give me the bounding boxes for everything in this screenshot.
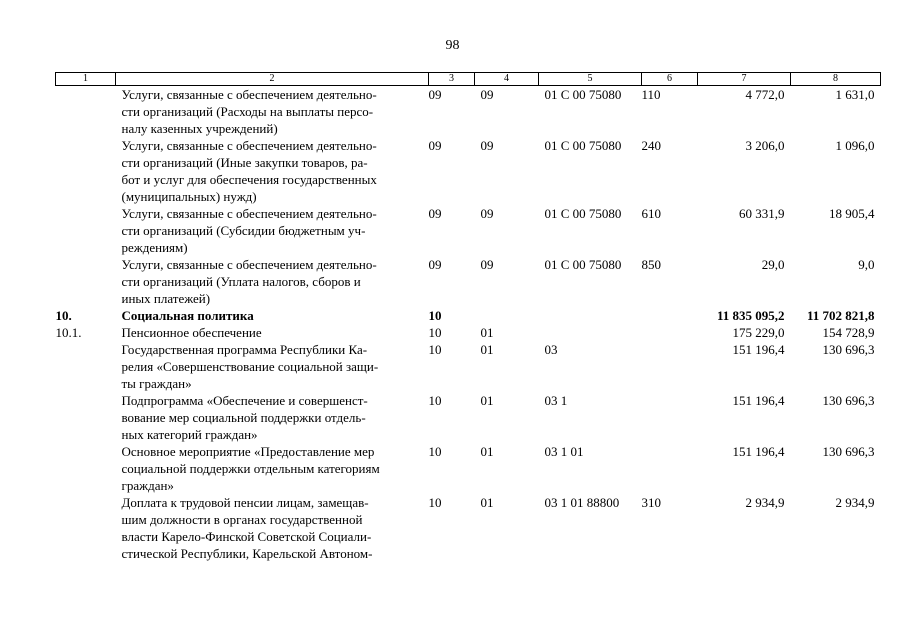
header-cell: 8 <box>791 73 881 86</box>
row-number-cell <box>56 137 116 205</box>
row-description-cell <box>116 86 429 138</box>
row-description-cell <box>116 494 429 562</box>
table-body <box>56 86 881 563</box>
row-number-cell <box>56 494 116 562</box>
section-code-cell: 10 <box>428 342 442 357</box>
table-row <box>56 392 881 443</box>
row-number-cell <box>56 392 116 443</box>
description-line: бот и услуг для обеспечения государственных <box>121 172 377 187</box>
expense-type-cell <box>642 307 698 324</box>
expense-type-cell: 240 <box>641 138 661 153</box>
header-cell: 6 <box>642 73 698 86</box>
expense-type-cell <box>642 341 698 392</box>
row-description-cell <box>116 205 429 256</box>
amount-1-cell: 29,0 <box>761 257 785 272</box>
section-code-cell: 10 <box>428 495 442 510</box>
header-cell: 1 <box>56 73 116 86</box>
row-number-cell: 10. <box>55 308 72 323</box>
description-line: ты граждан» <box>121 376 192 391</box>
row-description-cell <box>116 307 429 324</box>
target-article-cell: 01 С 00 75080 <box>544 257 622 272</box>
target-article-cell <box>539 324 642 341</box>
target-article-cell: 03 1 <box>544 393 568 408</box>
subsection-code-cell: 01 <box>480 342 494 357</box>
row-number-cell <box>56 256 116 307</box>
description-line: стической Республики, Карельской Автоном- <box>121 546 373 561</box>
description-line: шим должности в органах государственной <box>121 512 363 527</box>
target-article-cell: 03 1 01 <box>544 444 584 459</box>
description-line: реждениям) <box>121 240 188 255</box>
table-row <box>56 137 881 205</box>
amount-2-cell: 130 696,3 <box>822 444 875 459</box>
expense-type-cell: 850 <box>641 257 661 272</box>
expense-type-cell <box>642 392 698 443</box>
subsection-code-cell: 01 <box>480 444 494 459</box>
description-line: сти организаций (Субсидии бюджетным уч- <box>121 223 366 238</box>
section-code-cell: 10 <box>428 444 442 459</box>
budget-table <box>55 72 881 562</box>
table-header <box>56 73 881 86</box>
amount-1-cell: 2 934,9 <box>745 495 785 510</box>
row-number-cell: 10.1. <box>55 325 82 340</box>
table-row <box>56 494 881 562</box>
description-line: вование мер социальной поддержки отдель- <box>121 410 366 425</box>
subsection-code-cell: 09 <box>480 138 494 153</box>
row-description-cell <box>116 443 429 494</box>
description-line: Услуги, связанные с обеспечением деятельно- <box>121 257 377 272</box>
expense-type-cell: 110 <box>641 87 661 102</box>
description-line: иных платежей) <box>121 291 211 306</box>
table-row <box>56 256 881 307</box>
subsection-code-cell: 01 <box>480 325 494 340</box>
row-number-cell <box>56 341 116 392</box>
table-row <box>56 205 881 256</box>
amount-2-cell: 11 702 821,8 <box>806 308 875 323</box>
description-line: власти Карело-Финской Советской Социали- <box>121 529 372 544</box>
target-article-cell: 03 1 01 88800 <box>544 495 620 510</box>
page-number: 98 <box>445 38 460 53</box>
expense-type-cell <box>642 324 698 341</box>
target-article-cell: 01 С 00 75080 <box>544 206 622 221</box>
table-row <box>56 341 881 392</box>
expense-type-cell: 310 <box>641 495 661 510</box>
subsection-code-cell: 01 <box>480 495 494 510</box>
header-cell: 4 <box>475 73 539 86</box>
description-line: релия «Совершенствование социальной защи- <box>121 359 379 374</box>
row-number-cell <box>56 205 116 256</box>
amount-1-cell: 4 772,0 <box>745 87 785 102</box>
description-line: сти организаций (Расходы на выплаты персо- <box>121 104 374 119</box>
target-article-cell: 01 С 00 75080 <box>544 138 622 153</box>
row-description-cell <box>116 392 429 443</box>
description-line: Услуги, связанные с обеспечением деятельно- <box>121 206 377 221</box>
description-line: граждан» <box>121 478 174 493</box>
header-cell: 3 <box>429 73 475 86</box>
amount-2-cell: 2 934,9 <box>835 495 875 510</box>
description-line: налу казенных учреждений) <box>121 121 278 136</box>
row-number-cell <box>56 443 116 494</box>
amount-1-cell: 151 196,4 <box>732 393 785 408</box>
description-line: (муниципальных) нужд) <box>121 189 257 204</box>
subsection-code-cell <box>475 307 539 324</box>
amount-2-cell: 130 696,3 <box>822 393 875 408</box>
amount-1-cell: 175 229,0 <box>732 325 785 340</box>
amount-1-cell: 3 206,0 <box>745 138 785 153</box>
amount-2-cell: 18 905,4 <box>829 206 875 221</box>
section-code-cell: 10 <box>428 325 442 340</box>
row-description-cell <box>116 256 429 307</box>
description-line: Доплата к трудовой пенсии лицам, замещав- <box>121 495 369 510</box>
description-line: Подпрограмма «Обеспечение и совершенст- <box>121 393 368 408</box>
amount-1-cell: 151 196,4 <box>732 444 785 459</box>
row-description-cell <box>116 341 429 392</box>
expense-type-cell: 610 <box>641 206 661 221</box>
section-code-cell: 09 <box>428 87 442 102</box>
target-article-cell <box>539 307 642 324</box>
row-description-cell <box>116 137 429 205</box>
header-row <box>56 73 881 86</box>
amount-2-cell: 130 696,3 <box>822 342 875 357</box>
description-line: Услуги, связанные с обеспечением деятельно- <box>121 87 377 102</box>
subsection-code-cell: 09 <box>480 206 494 221</box>
amount-2-cell: 1 631,0 <box>835 87 875 102</box>
description-line: Пенсионное обеспечение <box>121 325 262 340</box>
subsection-code-cell: 01 <box>480 393 494 408</box>
header-cell: 2 <box>116 73 429 86</box>
section-code-cell: 10 <box>428 308 442 323</box>
amount-1-cell: 11 835 095,2 <box>716 308 785 323</box>
amount-2-cell: 9,0 <box>858 257 875 272</box>
row-description-cell <box>116 324 429 341</box>
amount-1-cell: 60 331,9 <box>739 206 785 221</box>
subsection-code-cell: 09 <box>480 257 494 272</box>
target-article-cell: 01 С 00 75080 <box>544 87 622 102</box>
description-line: Социальная политика <box>121 308 254 323</box>
amount-2-cell: 154 728,9 <box>822 325 875 340</box>
table-row <box>56 307 881 324</box>
description-line: социальной поддержки отдельным категориям <box>121 461 380 476</box>
target-article-cell: 03 <box>544 342 558 357</box>
table-row <box>56 443 881 494</box>
amount-1-cell: 151 196,4 <box>732 342 785 357</box>
description-line: Услуги, связанные с обеспечением деятельно- <box>121 138 377 153</box>
section-code-cell: 10 <box>428 393 442 408</box>
table-row <box>56 86 881 138</box>
description-line: Основное мероприятие «Предоставление мер <box>121 444 375 459</box>
header-cell: 5 <box>539 73 642 86</box>
description-line: сти организаций (Иные закупки товаров, ра- <box>121 155 368 170</box>
table-row <box>56 324 881 341</box>
section-code-cell: 09 <box>428 138 442 153</box>
header-cell: 7 <box>698 73 791 86</box>
description-line: Государственная программа Республики Ка- <box>121 342 368 357</box>
section-code-cell: 09 <box>428 257 442 272</box>
description-line: ных категорий граждан» <box>121 427 258 442</box>
amount-2-cell: 1 096,0 <box>835 138 875 153</box>
row-number-cell <box>56 86 116 138</box>
subsection-code-cell: 09 <box>480 87 494 102</box>
description-line: сти организаций (Уплата налогов, сборов и <box>121 274 361 289</box>
section-code-cell: 09 <box>428 206 442 221</box>
expense-type-cell <box>642 443 698 494</box>
